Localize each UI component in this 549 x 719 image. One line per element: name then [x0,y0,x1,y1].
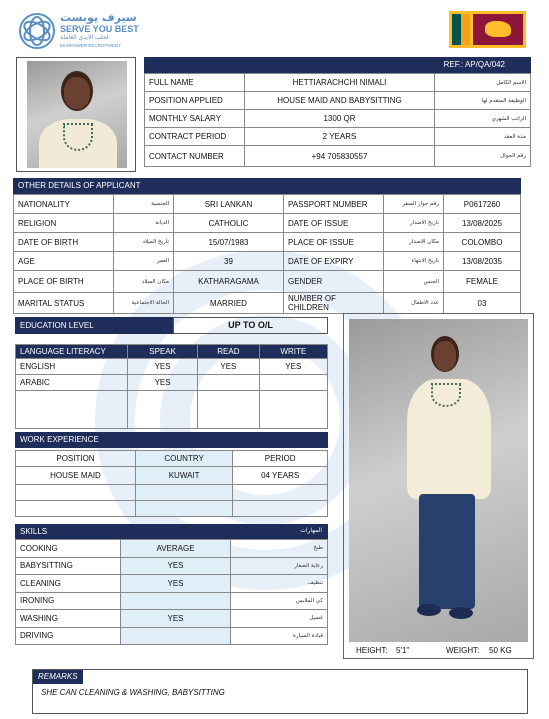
language-header: LANGUAGE LITERACY [16,345,128,359]
other-label-ar: الجنس [384,271,444,293]
personal-details-table [144,73,531,167]
other-label: MARITAL STATUS [14,293,114,314]
personal-label: FULL NAME [145,74,245,92]
other-label-ar: الجنسية [114,195,174,214]
skill-name: DRIVING [16,627,121,645]
other-label: DATE OF BIRTH [14,233,114,252]
personal-value: HETTIARACHCHI NIMALI [245,74,435,92]
other-value: CATHOLIC [174,214,284,233]
skill-name-ar: قيادة السيارة [231,627,328,645]
personal-label: CONTACT NUMBER [145,146,245,167]
personal-label-ar: الراتب الشهري [435,110,531,128]
other-row [14,293,521,314]
other-value: KATHARAGAMA [174,271,284,293]
weight-label: WEIGHT: [446,646,480,655]
other-label: RELIGION [14,214,114,233]
work-cell: KUWAIT [135,467,232,485]
skill-name: IRONING [16,592,121,610]
other-value: 13/08/2035 [444,252,521,271]
skills-title-ar: المهارات [300,527,322,534]
other-value: 39 [174,252,284,271]
education-value: UP TO O/L [173,317,328,334]
height-label: HEIGHT: [356,646,388,655]
logo-arabic-sub: لجلب الايدي العاملة [60,34,109,41]
logo-brand: SERVE YOU BEST [60,24,139,34]
work-cell: HOUSE MAID [16,467,136,485]
work-header-cell: POSITION [16,451,136,467]
language-cell [198,375,259,391]
other-label-ar: تاريخ الاصدار [384,214,444,233]
applicant-photo-frame [16,57,136,172]
skill-level: YES [121,575,231,593]
work-table [15,450,328,517]
skill-name: CLEANING [16,575,121,593]
skill-name-ar: رعاية الصغار [231,557,328,575]
other-label-ar: تاريخ الميلاد [114,233,174,252]
skill-row [16,575,328,593]
language-row [16,359,328,375]
other-label-ar: تاريخ الانتهاء [384,252,444,271]
other-label-ar: الديانة [114,214,174,233]
skill-level: YES [121,557,231,575]
other-label: PASSPORT NUMBER [284,195,384,214]
other-label: DATE OF ISSUE [284,214,384,233]
other-label-ar: رقم جواز السفر [384,195,444,214]
remarks-title: REMARKS [33,670,83,684]
personal-value: 2 YEARS [245,128,435,146]
weight-value: 50 KG [489,646,512,655]
other-details-header: OTHER DETAILS OF APPLICANT [13,178,521,194]
personal-label-ar: الوظيفة المتقدم لها [435,92,531,110]
other-details-table [13,194,521,314]
other-value: FEMALE [444,271,521,293]
skill-name: COOKING [16,540,121,558]
language-header: READ [198,345,259,359]
personal-label-ar: رقم الجوال [435,146,531,167]
skills-table [15,539,328,645]
other-row [14,233,521,252]
other-label: NATIONALITY [14,195,114,214]
ref-value: AP/QA/042 [464,60,505,69]
height-value: 5'1" [396,646,410,655]
language-cell: ENGLISH [16,359,128,375]
personal-row [145,128,531,146]
other-row [14,195,521,214]
work-header-cell: PERIOD [233,451,328,467]
education-label: EDUCATION LEVEL [15,317,173,334]
skill-row [16,557,328,575]
full-body-photo-frame [343,313,534,659]
other-label-ar: مكان الميلاد [114,271,174,293]
personal-row [145,92,531,110]
skills-header [15,524,328,539]
skill-row [16,627,328,645]
skill-level: YES [121,610,231,628]
other-row [14,214,521,233]
language-row [16,375,328,391]
personal-label-ar: مدة العقد [435,128,531,146]
other-label: PLACE OF BIRTH [14,271,114,293]
personal-label: POSITION APPLIED [145,92,245,110]
skill-name: WASHING [16,610,121,628]
skill-name: BABYSITTING [16,557,121,575]
skill-level [121,627,231,645]
skill-name-ar: غسيل [231,610,328,628]
personal-label: CONTRACT PERIOD [145,128,245,146]
language-cell: YES [259,359,327,375]
applicant-photo [27,61,127,168]
personal-value: +94 705830557 [245,146,435,167]
work-cell: 04 YEARS [233,467,328,485]
ref-bar [144,57,531,73]
other-value: MARRIED [174,293,284,314]
other-label-ar: مكان الاصدار [384,233,444,252]
skill-name-ar: تنظيف [231,575,328,593]
other-label-ar: الحالة الاجتماعية [114,293,174,314]
other-row [14,252,521,271]
logo-sub: MANPOWER RECRUITMENT [60,43,121,48]
language-cell [259,375,327,391]
other-label: NUMBER OF CHILDREN [284,293,384,314]
ref-label: REF.: [443,60,464,69]
other-value: P0617260 [444,195,521,214]
other-label-ar: عدد الاطفال [384,293,444,314]
skill-level: AVERAGE [121,540,231,558]
personal-row [145,74,531,92]
other-label: PLACE OF ISSUE [284,233,384,252]
personal-label: MONTHLY SALARY [145,110,245,128]
other-value: SRI LANKAN [174,195,284,214]
sri-lanka-flag-icon [449,11,526,48]
logo-emblem-icon [18,12,56,50]
personal-row [145,146,531,167]
skill-level [121,592,231,610]
full-body-photo [349,319,528,642]
remarks-text: SHE CAN CLEANING & WASHING, BABYSITTING [41,688,225,697]
logo-arabic: سيرف يوبست [60,11,137,24]
skill-name-ar: طبخ [231,540,328,558]
other-value: COLOMBO [444,233,521,252]
work-header: WORK EXPERIENCE [15,432,328,448]
other-value: 03 [444,293,521,314]
other-label: AGE [14,252,114,271]
personal-row [145,110,531,128]
language-header: SPEAK [128,345,198,359]
personal-value: 1300 QR [245,110,435,128]
work-header-cell: COUNTRY [135,451,232,467]
work-row [16,467,328,485]
skill-row [16,592,328,610]
company-logo [18,12,158,52]
skills-title: SKILLS [20,527,48,536]
language-cell: YES [128,359,198,375]
language-table [15,344,328,429]
skill-row [16,540,328,558]
skill-name-ar: كي الملابس [231,592,328,610]
language-header: WRITE [259,345,327,359]
other-value: 13/08/2025 [444,214,521,233]
other-label: DATE OF EXPIRY [284,252,384,271]
personal-value: HOUSE MAID AND BABYSITTING [245,92,435,110]
skill-row [16,610,328,628]
language-cell: YES [198,359,259,375]
remarks-box [32,669,528,714]
language-cell: YES [128,375,198,391]
personal-label-ar: الاسم الكامل [435,74,531,92]
other-label: GENDER [284,271,384,293]
other-label-ar: العمر [114,252,174,271]
language-cell: ARABIC [16,375,128,391]
other-row [14,271,521,293]
other-value: 15/07/1983 [174,233,284,252]
